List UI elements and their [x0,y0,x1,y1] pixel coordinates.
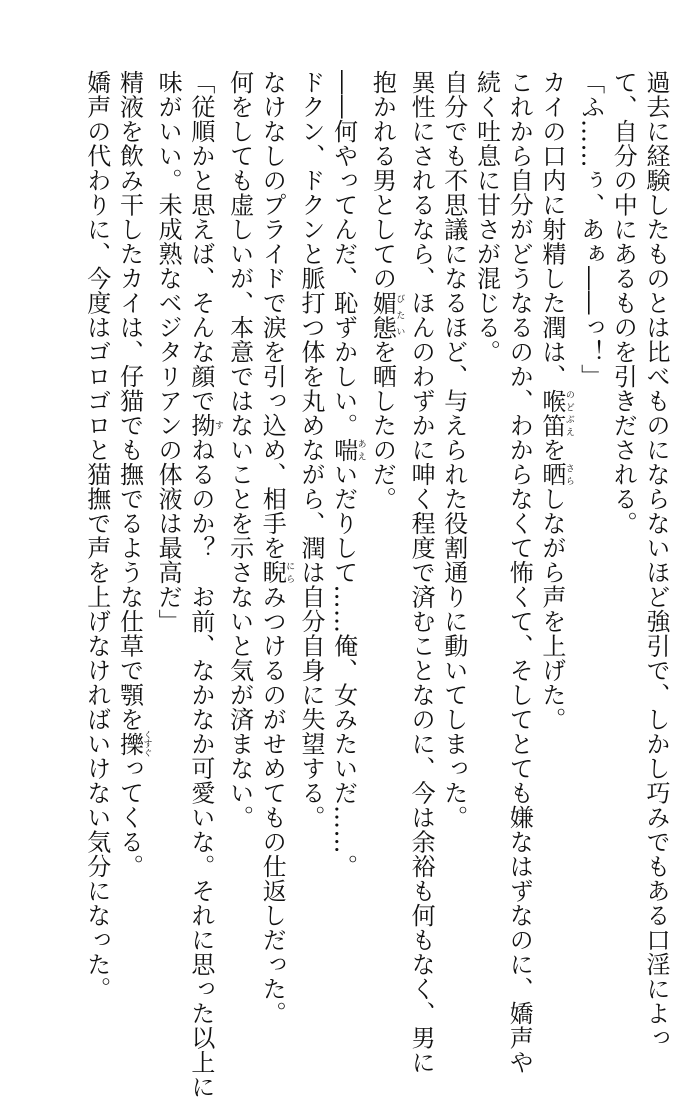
text-line: 「従順かと思えば、そんな顔で拗すねるのか？ お前、なかなか可愛いな。それに思った以上に [186,70,223,1099]
text-line: 「ふ……ぅ、あぁ――っ！」 [576,70,605,389]
ruby-word: 晒さら [537,462,574,487]
text-line: カイの口内に射精した潤は、喉笛のどぶえを晒さらしながら声を上げた。 [537,70,574,732]
text-line: 嬌声の代わりに、今度はゴロゴロと猫撫で声を上げなければいけない気分になった。 [82,70,111,1001]
ruby-reading: す [212,413,223,438]
text-line: 精液を飲み干したカイは、仔猫でも撫でるような仕草で顎を擽くすぐってくる。 [115,70,152,879]
ruby-word: 媚態びたい [368,290,405,340]
text-line: 過去に経験したものとは比べものにならないほど強引で、しかし巧みでもある口淫によっ [642,70,670,1050]
ruby-reading: くすぐ [141,730,152,758]
text-line: て、自分の中にあるものを引きだされる。 [609,70,638,536]
ruby-word: 睨にら [258,560,295,585]
vertical-text-body [80,70,672,1099]
line-text: カイの口内に射精した潤は、 [537,70,566,389]
text-line: これから自分がどうなるのか、わからなくて怖くて、そしてとても嫌なはずなのに、嬌声や [505,70,534,1075]
ruby-word: 拗す [186,413,223,438]
text-line: 抱かれる男としての媚態びたいを晒したのだ。 [368,70,405,511]
text-line: ドクン、ドクンと脈打つ体を丸めながら、潤は自分自身に失望する。 [296,70,325,830]
ruby-reading: びたい [394,290,405,340]
text-line: 自分でも不思議になるほど、与えられた役割通りに動いてしまった。 [439,70,468,830]
ruby-reading: にら [284,560,295,585]
ruby-word: 擽くすぐ [115,730,152,758]
text-line: なけなしのプライドで涙を引っ込め、相手を睨にらみつけるのがせめてもの仕返しだった。 [258,70,295,1026]
ruby-reading: のどぶえ [563,388,574,438]
text-line: 異性にされるなら、ほんのわずかに呻く程度で済むことなのに、今は余裕も何もなく、男に [407,70,436,1075]
ruby-word: 喉笛のどぶえ [537,388,574,438]
ruby-reading: さら [563,462,574,487]
ruby-word: 喘あえ [329,437,366,462]
ruby-reading: あえ [355,437,366,462]
text-line: 何をしても虚しいが、本意ではないことを示さないと気が済まない。 [225,70,254,830]
text-line: ――何やってんだ、恥ずかしい。喘あえいだりして……俺、女みたいだ……。 [329,70,366,879]
text-line: 味がいい。未成熟なベジタリアンの体液は最高だ」 [154,70,183,634]
text-line: 続く吐息に甘さが混じる。 [472,70,501,364]
